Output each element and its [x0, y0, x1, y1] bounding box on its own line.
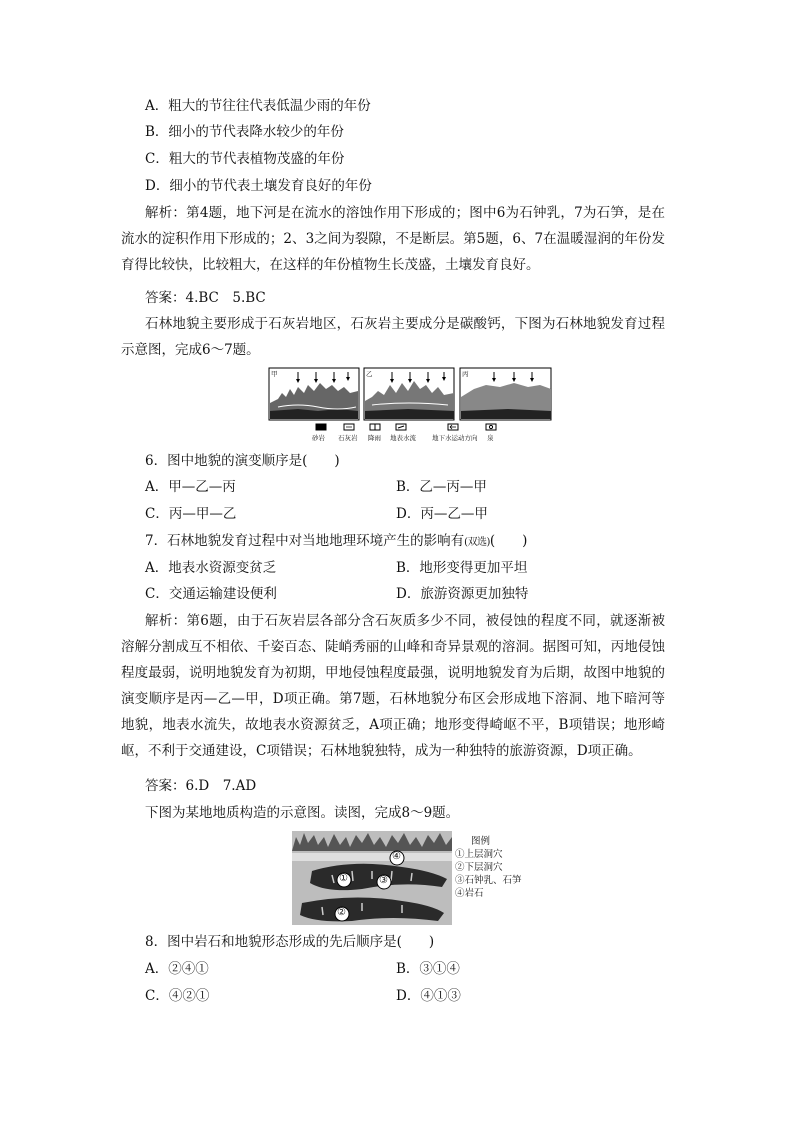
q7-option-b: B．地形变得更加平坦 — [396, 560, 528, 576]
q6-stem: 6．图中地貌的演变顺序是( ) — [145, 453, 340, 469]
geology-figure — [292, 831, 532, 925]
q8-option-b: B．③①④ — [396, 961, 460, 977]
intro-q8-q9: 下图为某地地质构造的示意图。读图，完成8～9题。 — [145, 805, 460, 821]
q6-option-d: D．丙—乙—甲 — [396, 506, 488, 522]
geology-label-upper-cave: ① — [339, 873, 348, 884]
q8-option-d: D．④①③ — [396, 988, 461, 1004]
q8-stem: 8．图中岩石和地貌形态形成的先后顺序是( ) — [145, 934, 435, 950]
intro-q6-q7: 石林地貌主要形成于石灰岩地区，石灰岩主要成分是碳酸钙，下图为石林地貌发育过程示意图，完成6～7题。 — [121, 316, 665, 358]
panel-jia — [269, 368, 359, 420]
panel-label-yi: 乙 — [366, 370, 373, 378]
q7-double-choice-tag: (双选) — [464, 537, 490, 548]
answer-q6-q7: 答案：6.D 7.AD — [145, 778, 257, 794]
q7-stem-text: 7．石林地貌发育过程中对当地地理环境产生的影响有 — [145, 533, 465, 549]
q7-option-c: C．交通运输建设便利 — [145, 586, 277, 602]
geology-label-stalactite: ③ — [379, 875, 388, 886]
legend-rain-label: 降雨 — [368, 434, 381, 442]
legend-spring-swatch — [486, 424, 496, 430]
panel-label-jia: 甲 — [271, 370, 278, 378]
q6-option-b: B．乙—丙—甲 — [396, 479, 487, 495]
q7-stem-tail: ( ) — [489, 533, 528, 549]
geology-legend-title: 图例 — [471, 836, 491, 847]
stone-forest-figure — [268, 367, 553, 443]
answer-q4-q5: 答案：4.BC 5.BC — [145, 290, 266, 306]
q7-option-d: D．旅游资源更加独特 — [396, 586, 529, 602]
geology-legend-item: ③石钟乳、石笋 — [455, 875, 522, 886]
legend-spring-label: 泉 — [487, 434, 494, 442]
geology-legend-item: ②下层洞穴 — [455, 862, 503, 873]
geology-label-lower-cave: ② — [337, 907, 346, 918]
legend-sandstone-label: 砂岩 — [312, 434, 325, 442]
q6-option-c: C．丙—甲—乙 — [145, 506, 237, 522]
q8-option-c: C．④②① — [145, 988, 210, 1004]
q7-stem — [145, 532, 527, 552]
q6-option-a: A．甲—乙—丙 — [145, 479, 236, 495]
q5-option-c: C．粗大的节代表植物茂盛的年份 — [145, 151, 345, 167]
analysis-q6-q7: 解析：第6题，由于石灰岩层各部分含石灰质多少不同，被侵蚀的程度不同，就逐渐被溶解分割成互不相依、千姿百态、陡峭秀丽的山峰和奇异景观的溶洞。据图可知，丙地侵蚀程度最弱，说明地貌发育为初期，甲地侵蚀程度最强，说明地貌发育为后期，故图中地貌的演变顺序是丙—乙—甲，D项正确。第7题，石林地貌分布区会形成地下溶洞、地下暗河等地貌，地表水流失，故地表水资源贫乏，A项正确；地形变得崎岖不平，B项错误；地形崎岖，不利于交通建设，C项错误；石林地貌独特，成为一种独特的旅游资源，D项正确。 — [121, 613, 665, 759]
q5-option-b: B．细小的节代表降水较少的年份 — [145, 124, 344, 140]
geology-legend-item: ④岩石 — [455, 888, 484, 899]
panel-bing — [460, 368, 551, 420]
q5-option-a: A．粗大的节往往代表低温少雨的年份 — [145, 98, 371, 114]
panel-yi — [364, 368, 454, 420]
geology-legend-item: ①上层洞穴 — [455, 849, 503, 860]
analysis-q4-q5: 解析：第4题，地下河是在流水的溶蚀作用下形成的；图中6为石钟乳，7为石笋，是在流水的淀积作用下形成的；2、3之间为裂隙，不是断层。第5题，6、7在温暖湿润的年份发育得比较快，比较粗大，在这样的年份植物生长茂盛，土壤发育良好。 — [121, 205, 665, 273]
q5-option-d: D．细小的节代表土壤发育良好的年份 — [145, 178, 372, 194]
legend-groundwater-label: 地下水运动方向 — [432, 434, 478, 442]
legend-limestone-label: 石灰岩 — [338, 434, 358, 442]
legend-surface-water-label: 地表水流 — [390, 434, 416, 442]
q8-option-a: A．②④① — [145, 961, 209, 977]
panel-label-bing: 丙 — [462, 370, 469, 378]
q7-option-a: A．地表水资源变贫乏 — [145, 560, 277, 576]
geology-label-rock: ④ — [392, 851, 401, 862]
legend-sandstone-swatch — [316, 424, 326, 430]
